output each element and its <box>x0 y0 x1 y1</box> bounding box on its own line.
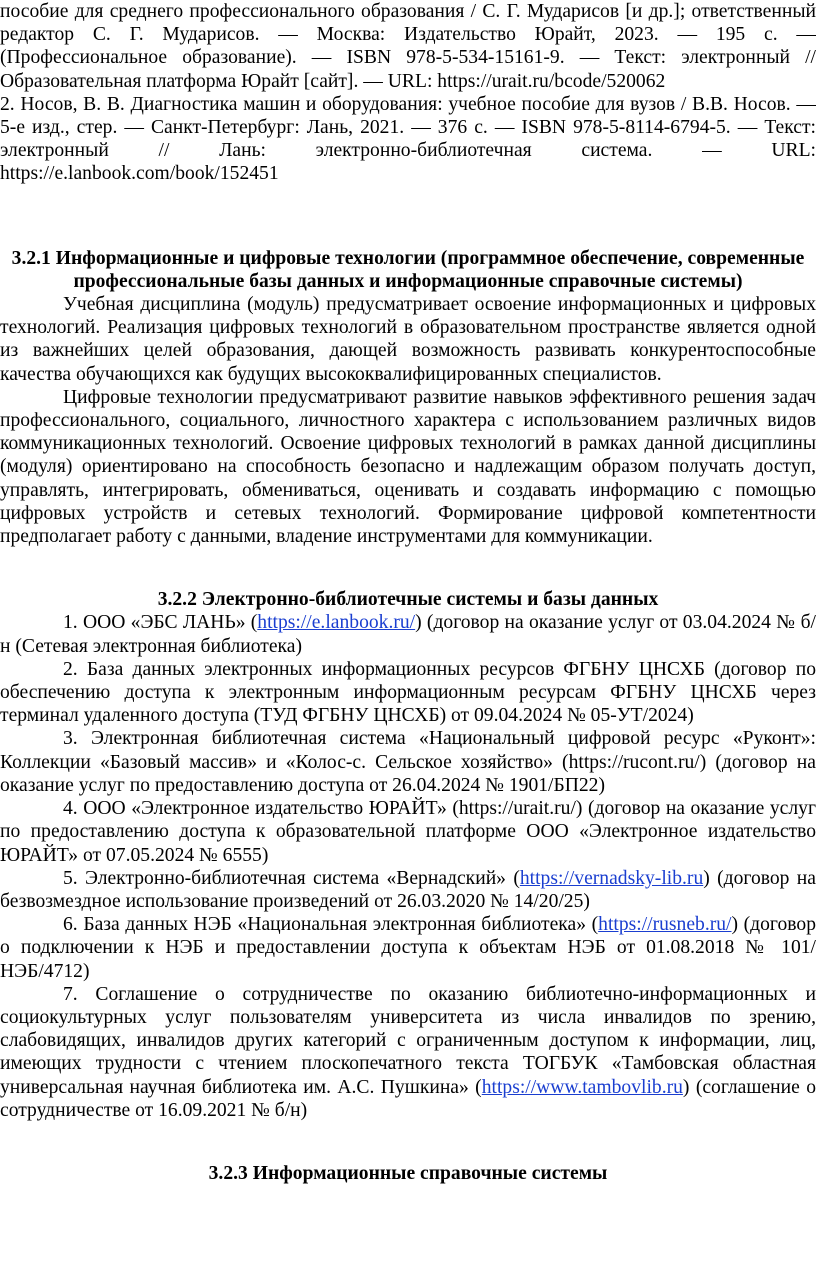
library-item-6-text: 6. База данных НЭБ «Национальная электронная библиотека» ( <box>63 914 599 936</box>
library-item-1-text: 1. ООО «ЭБС ЛАНЬ» ( <box>63 612 258 634</box>
rusneb-link[interactable]: https://rusneb.ru/ <box>598 914 732 936</box>
library-list-item-6 <box>0 913 816 983</box>
lanbook-link[interactable]: https://e.lanbook.ru/ <box>257 612 416 634</box>
library-list-item-4: 4. ООО «Электронное издательство ЮРАЙТ» (https://urait.ru/) (договор на оказание услуг по предоставлению доступа к образовательной платформе ООО «Электронное издательство ЮРАЙТ» от 07.05.2024 № 6555) <box>0 798 816 866</box>
reference-item-2: 2. Носов, В. В. Диагностика машин и оборудования: учебное пособие для вузов / В.В. Носов. — 5-е изд., стер. — Санкт-Петербург: Лань, 2021. — 376 с. — ISBN 978-5-8114-6794-5. — Текст: электронный // Лань: электронно-библиотечная система. — URL: https://e.lanbook.com/book/152451 <box>0 93 816 185</box>
paragraph-digital-technologies-2: Цифровые технологии предусматривают развитие навыков эффективного решения задач профессионального, социального, личностного характера с использованием различных видов коммуникационных технологий. Освоение цифровых технологий в рамках данной дисциплины (модуля) ориентировано на способность безопасно и надлежащим образом получать доступ, управлять, интегрировать, обмениваться, оценивать и создавать информацию с помощью цифровых устройств и сетевых технологий. Формирование цифровой компетентности предполагает работу с данными, владение инструментами для коммуникации. <box>0 386 816 548</box>
library-item-5-text-end: ) (договор на безвозмездное использование произведений от 26.03.2020 № 14/20/25) <box>0 867 816 912</box>
library-item-6-text-end: ) (договор о подключении к НЭБ и предоставлении доступа к объектам НЭБ от 01.08.2018 № 101/НЭБ/4712) <box>0 914 816 982</box>
library-list-item-5 <box>0 867 816 913</box>
section-heading-3-2-1: 3.2.1 Информационные и цифровые технологии (программное обеспечение, современные профессиональные базы данных и информационные справочные системы) <box>11 247 805 292</box>
library-list-item-7 <box>0 983 816 1122</box>
library-item-7-text: 7. Соглашение о сотрудничестве по оказанию библиотечно-информационных и социокультурных услуг пользователям университета из числа инвалидов по зрению, слабовидящих, инвалидов других категорий с ограниченным доступом к информации, лиц, имеющих трудности с чтением плоскопечатного текста ТОГБУК «Тамбовская областная универсальная научная библиотека им. А.С. Пушкина» ( <box>0 983 816 1098</box>
library-item-1-text-end: ) (договор на оказание услуг от 03.04.2024 № б/н (Сетевая электронная библиотека) <box>0 612 816 657</box>
library-item-7-text-end: ) (соглашение о сотрудничестве от 16.09.2021 № б/н) <box>0 1076 816 1121</box>
reference-item-1-continuation: пособие для среднего профессионального образования / С. Г. Мударисов [и др.]; ответственный редактор С. Г. Мударисов. — Москва: Издательство Юрайт, 2023. — 195 с. — (Профессиональное образование). — ISBN 978-5-534-15161-9. — Текст: электронный // Образовательная платформа Юрайт [сайт]. — URL: https://urait.ru/bcode/520062 <box>0 1 816 92</box>
library-item-5-text: 5. Электронно-библиотечная система «Вернадский» ( <box>63 867 520 889</box>
paragraph-digital-technologies-1: Учебная дисциплина (модуль) предусматривает освоение информационных и цифровых технологий. Реализация цифровых технологий в образовательном пространстве является одной из важнейших целей образования, дающей возможность развивать конкурентоспособные качества обучающихся как будущих высококвалифицированных специалистов. <box>0 294 816 385</box>
library-list-item-3: 3. Электронная библиотечная система «Национальный цифровой ресурс «Руконт»: Коллекции «Базовый массив» и «Колос-с. Сельское хозяйство» (https://rucont.ru/) (договор на оказание услуг по предоставлению доступа от 26.04.2024 № 1901/БП22) <box>0 728 816 796</box>
section-heading-3-2-3: 3.2.3 Информационные справочные системы <box>208 1162 608 1184</box>
section-heading-3-2-2: 3.2.2 Электронно-библиотечные системы и базы данных <box>157 589 659 611</box>
library-list-item-2: 2. База данных электронных информационных ресурсов ФГБНУ ЦНСХБ (договор по обеспечению доступа к электронным информационным ресурсам ФГБНУ ЦНСХБ через терминал удаленного доступа (ТУД ФГБНУ ЦНСХБ) от 09.04.2024 № 05-УТ/2024) <box>0 658 816 727</box>
tambovlib-link[interactable]: https://www.tambovlib.ru <box>481 1076 683 1098</box>
vernadsky-link[interactable]: https://vernadsky-lib.ru <box>519 867 704 889</box>
library-list-item-1 <box>0 611 816 657</box>
